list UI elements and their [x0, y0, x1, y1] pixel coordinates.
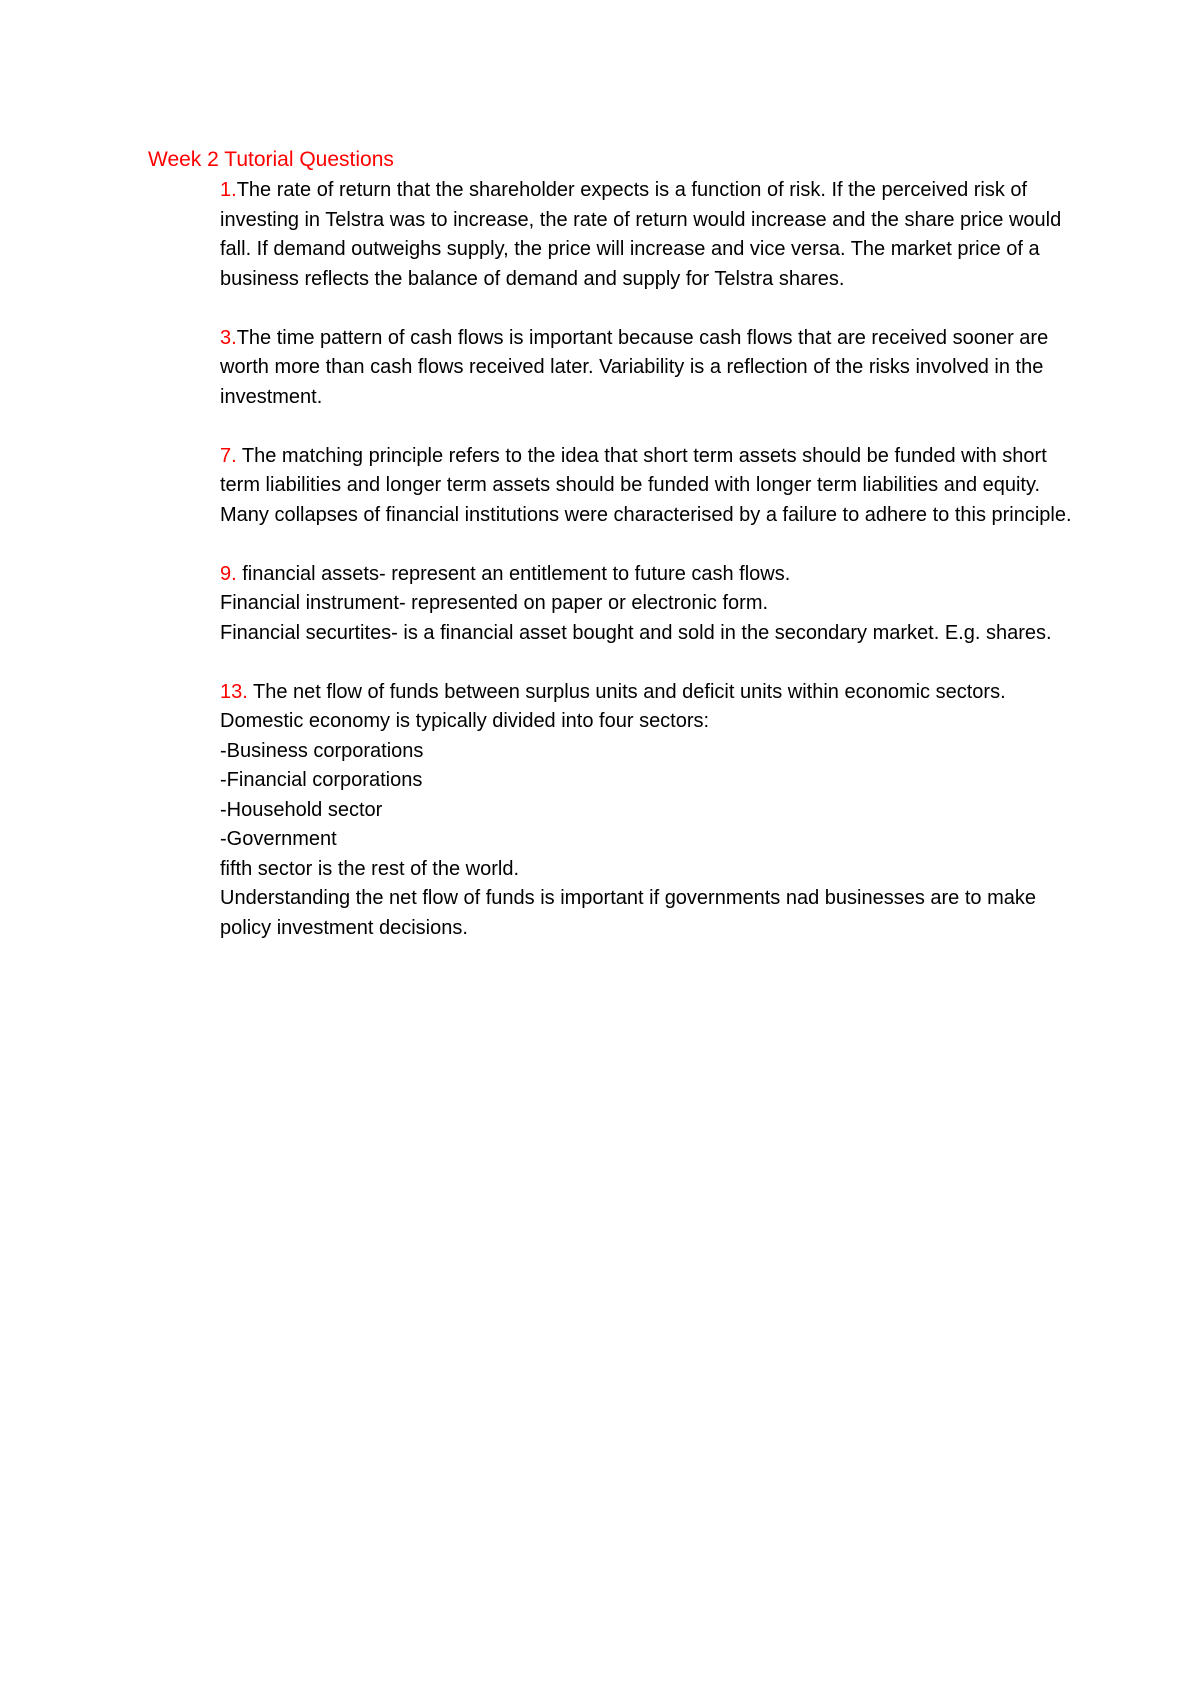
question-number: 7. [220, 444, 237, 467]
answer-text: The matching principle refers to the idea that short term assets should be funded with short term liabilities and longer term assets should be funded with longer term liabilities and equity. Many collapses of financial institutions were characterised by a failure to adhere to this principle. [220, 444, 1072, 526]
answer-text: financial assets- represent an entitlement to future cash flows. [236, 562, 791, 585]
answer-paragraph [220, 324, 1080, 413]
list-item: -Government [220, 828, 337, 850]
list-item: -Financial corporations [220, 769, 423, 791]
answer-paragraph: Financial instrument- represented on paper or electronic form. [220, 592, 769, 614]
page-title: Week 2 Tutorial Questions [148, 148, 394, 171]
answer-1 [220, 176, 1080, 294]
answer-13 [220, 678, 1080, 944]
list-item: -Household sector [220, 798, 383, 821]
answer-text: The net flow of funds between surplus units and deficit units within economic sectors. [247, 680, 1006, 703]
answers-list [220, 176, 1080, 973]
answer-paragraph [220, 678, 1080, 708]
answer-text: The rate of return that the shareholder expects is a function of risk. If the perceived risk of investing in Telstra was to increase, the rate of return would increase and the share price would fall. If demand outweighs supply, the price will increase and vice versa. The market price of a business reflects the balance of demand and supply for Telstra shares. [220, 179, 1062, 290]
answer-9 [220, 560, 1080, 649]
answer-text: The time pattern of cash flows is important because cash flows that are received sooner are worth more than cash flows received later. Variability is a reflection of the risks involved in the investment. [220, 326, 1049, 408]
answer-paragraph [220, 442, 1080, 531]
question-number: 1. [220, 179, 237, 201]
answer-paragraph: Domestic economy is typically divided into four sectors: [220, 710, 710, 732]
answer-7 [220, 442, 1080, 531]
answer-paragraph: fifth sector is the rest of the world. [220, 857, 520, 880]
question-number: 13. [220, 680, 248, 703]
answer-paragraph: Understanding the net flow of funds is important if governments nad businesses are to make policy investment decisions. [220, 887, 1037, 939]
answer-paragraph: Financial securtites- is a financial asset bought and sold in the secondary market. E.g. shares. [220, 621, 1052, 644]
answer-paragraph [220, 176, 1080, 294]
answer-3 [220, 324, 1080, 413]
list-item: -Business corporations [220, 739, 424, 762]
answer-paragraph [220, 560, 1080, 590]
question-number: 3. [220, 326, 237, 349]
question-number: 9. [220, 562, 237, 585]
